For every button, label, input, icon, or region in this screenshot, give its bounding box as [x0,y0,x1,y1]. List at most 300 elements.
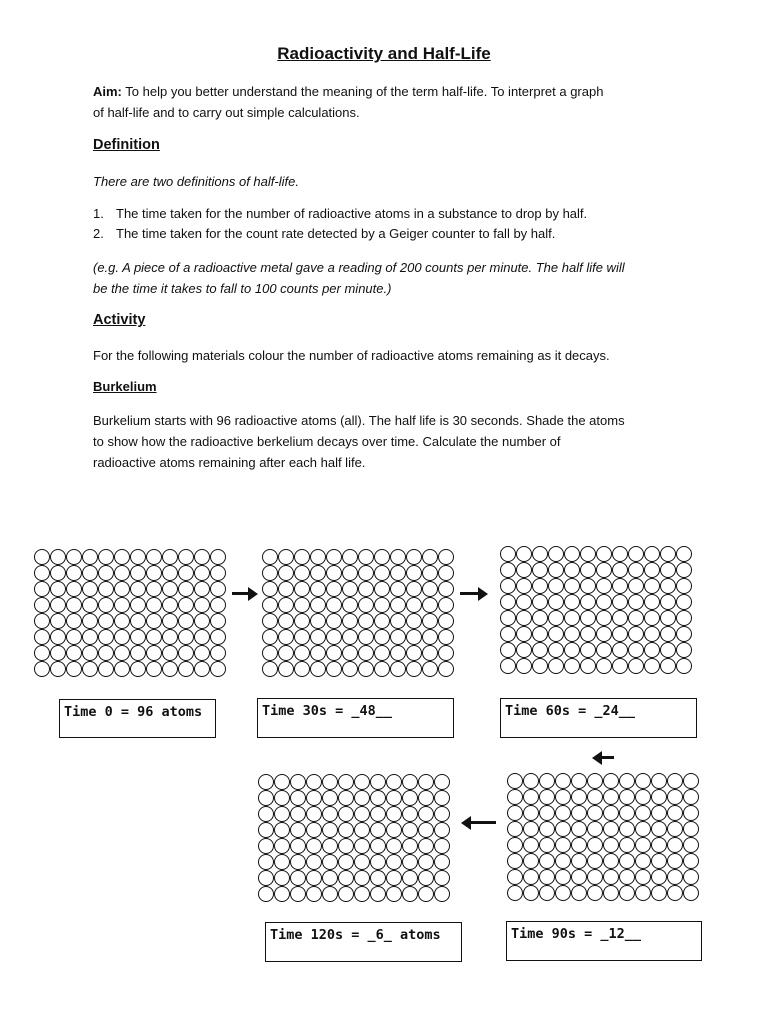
atom-circle[interactable] [178,645,194,661]
atom-circle[interactable] [50,629,66,645]
atom-circle[interactable] [306,790,322,806]
atom-circle[interactable] [580,626,596,642]
atom-circle[interactable] [422,613,438,629]
atom-circle[interactable] [644,562,660,578]
atom-circle[interactable] [290,790,306,806]
atom-circle[interactable] [274,886,290,902]
atom-circle[interactable] [434,886,450,902]
atom-grid[interactable] [500,546,692,674]
atom-circle[interactable] [660,562,676,578]
atom-circle[interactable] [294,597,310,613]
atom-circle[interactable] [564,610,580,626]
atom-circle[interactable] [571,789,587,805]
atom-circle[interactable] [555,869,571,885]
atom-circle[interactable] [178,549,194,565]
atom-circle[interactable] [290,806,306,822]
atom-circle[interactable] [628,578,644,594]
atom-circle[interactable] [66,613,82,629]
atom-circle[interactable] [82,661,98,677]
atom-circle[interactable] [587,773,603,789]
atom-circle[interactable] [539,805,555,821]
atom-circle[interactable] [422,645,438,661]
atom-circle[interactable] [596,594,612,610]
atom-circle[interactable] [422,661,438,677]
atom-circle[interactable] [114,645,130,661]
atom-circle[interactable] [603,789,619,805]
atom-circle[interactable] [539,869,555,885]
atom-circle[interactable] [370,806,386,822]
atom-circle[interactable] [50,581,66,597]
atom-circle[interactable] [278,549,294,565]
atom-circle[interactable] [516,546,532,562]
atom-circle[interactable] [338,870,354,886]
atom-circle[interactable] [34,549,50,565]
atom-circle[interactable] [290,822,306,838]
atom-circle[interactable] [342,565,358,581]
atom-circle[interactable] [596,546,612,562]
atom-circle[interactable] [342,549,358,565]
atom-circle[interactable] [603,853,619,869]
atom-circle[interactable] [274,838,290,854]
atom-circle[interactable] [50,549,66,565]
atom-circle[interactable] [422,549,438,565]
atom-circle[interactable] [98,581,114,597]
atom-circle[interactable] [310,629,326,645]
atom-circle[interactable] [306,822,322,838]
atom-circle[interactable] [555,805,571,821]
atom-circle[interactable] [162,645,178,661]
atom-circle[interactable] [587,837,603,853]
atom-circle[interactable] [274,790,290,806]
atom-circle[interactable] [194,661,210,677]
atom-circle[interactable] [571,837,587,853]
atom-circle[interactable] [619,885,635,901]
atom-circle[interactable] [322,774,338,790]
atom-circle[interactable] [390,629,406,645]
atom-circle[interactable] [374,629,390,645]
atom-circle[interactable] [390,549,406,565]
atom-circle[interactable] [290,838,306,854]
atom-circle[interactable] [564,562,580,578]
atom-circle[interactable] [418,854,434,870]
atom-circle[interactable] [322,822,338,838]
atom-circle[interactable] [418,838,434,854]
atom-circle[interactable] [310,549,326,565]
atom-circle[interactable] [338,886,354,902]
stage-label-box[interactable] [59,699,216,738]
atom-circle[interactable] [500,642,516,658]
atom-circle[interactable] [162,597,178,613]
stage-label-box[interactable] [506,921,702,961]
atom-circle[interactable] [274,806,290,822]
atom-circle[interactable] [34,661,50,677]
atom-circle[interactable] [306,774,322,790]
atom-circle[interactable] [683,789,699,805]
atom-circle[interactable] [667,821,683,837]
atom-circle[interactable] [278,597,294,613]
atom-circle[interactable] [162,549,178,565]
atom-circle[interactable] [644,546,660,562]
atom-circle[interactable] [406,597,422,613]
atom-circle[interactable] [418,806,434,822]
atom-circle[interactable] [587,821,603,837]
atom-circle[interactable] [564,578,580,594]
atom-circle[interactable] [146,613,162,629]
atom-circle[interactable] [596,562,612,578]
atom-circle[interactable] [390,661,406,677]
atom-circle[interactable] [370,886,386,902]
atom-circle[interactable] [374,645,390,661]
atom-circle[interactable] [628,610,644,626]
atom-circle[interactable] [548,594,564,610]
atom-circle[interactable] [278,565,294,581]
atom-circle[interactable] [434,774,450,790]
atom-circle[interactable] [322,838,338,854]
atom-circle[interactable] [596,626,612,642]
atom-circle[interactable] [683,773,699,789]
atom-circle[interactable] [310,613,326,629]
atom-circle[interactable] [354,774,370,790]
atom-circle[interactable] [402,806,418,822]
atom-circle[interactable] [660,578,676,594]
atom-circle[interactable] [564,594,580,610]
atom-circle[interactable] [667,885,683,901]
atom-circle[interactable] [194,565,210,581]
atom-circle[interactable] [310,565,326,581]
atom-circle[interactable] [612,642,628,658]
atom-circle[interactable] [386,886,402,902]
atom-circle[interactable] [571,773,587,789]
atom-circle[interactable] [130,629,146,645]
atom-circle[interactable] [587,869,603,885]
atom-circle[interactable] [406,565,422,581]
atom-circle[interactable] [587,885,603,901]
atom-circle[interactable] [82,581,98,597]
atom-circle[interactable] [262,581,278,597]
atom-circle[interactable] [210,597,226,613]
atom-circle[interactable] [676,546,692,562]
atom-circle[interactable] [635,789,651,805]
atom-circle[interactable] [34,597,50,613]
atom-circle[interactable] [406,581,422,597]
atom-circle[interactable] [438,661,454,677]
atom-circle[interactable] [342,661,358,677]
atom-circle[interactable] [306,806,322,822]
atom-circle[interactable] [628,594,644,610]
atom-circle[interactable] [516,626,532,642]
atom-circle[interactable] [290,854,306,870]
atom-circle[interactable] [34,645,50,661]
atom-circle[interactable] [548,610,564,626]
atom-circle[interactable] [571,805,587,821]
atom-circle[interactable] [66,597,82,613]
atom-circle[interactable] [635,837,651,853]
atom-circle[interactable] [587,805,603,821]
atom-circle[interactable] [386,854,402,870]
atom-circle[interactable] [516,594,532,610]
atom-circle[interactable] [571,853,587,869]
atom-circle[interactable] [667,869,683,885]
atom-circle[interactable] [114,629,130,645]
atom-circle[interactable] [523,853,539,869]
atom-circle[interactable] [194,581,210,597]
atom-circle[interactable] [342,613,358,629]
atom-circle[interactable] [612,562,628,578]
stage-label-box[interactable] [500,698,697,738]
atom-circle[interactable] [66,565,82,581]
atom-circle[interactable] [507,869,523,885]
atom-circle[interactable] [210,661,226,677]
atom-circle[interactable] [210,645,226,661]
atom-circle[interactable] [50,661,66,677]
atom-circle[interactable] [644,626,660,642]
atom-circle[interactable] [290,886,306,902]
atom-circle[interactable] [262,613,278,629]
atom-circle[interactable] [651,789,667,805]
atom-circle[interactable] [619,773,635,789]
atom-circle[interactable] [580,610,596,626]
atom-circle[interactable] [612,610,628,626]
atom-circle[interactable] [342,645,358,661]
atom-circle[interactable] [194,549,210,565]
atom-circle[interactable] [66,661,82,677]
atom-circle[interactable] [676,658,692,674]
atom-circle[interactable] [434,806,450,822]
atom-circle[interactable] [274,870,290,886]
atom-circle[interactable] [370,854,386,870]
atom-circle[interactable] [683,837,699,853]
atom-circle[interactable] [555,821,571,837]
atom-circle[interactable] [354,806,370,822]
atom-circle[interactable] [358,549,374,565]
atom-circle[interactable] [434,790,450,806]
atom-circle[interactable] [342,629,358,645]
atom-circle[interactable] [278,645,294,661]
atom-circle[interactable] [50,613,66,629]
atom-circle[interactable] [667,805,683,821]
atom-circle[interactable] [278,581,294,597]
atom-circle[interactable] [402,774,418,790]
atom-circle[interactable] [354,822,370,838]
atom-circle[interactable] [667,789,683,805]
atom-circle[interactable] [194,597,210,613]
atom-circle[interactable] [50,565,66,581]
atom-circle[interactable] [146,629,162,645]
atom-circle[interactable] [278,613,294,629]
atom-circle[interactable] [500,594,516,610]
atom-circle[interactable] [370,790,386,806]
atom-circle[interactable] [500,578,516,594]
atom-circle[interactable] [374,597,390,613]
atom-circle[interactable] [500,658,516,674]
atom-circle[interactable] [635,853,651,869]
atom-circle[interactable] [580,546,596,562]
atom-circle[interactable] [82,629,98,645]
atom-circle[interactable] [98,629,114,645]
atom-circle[interactable] [258,790,274,806]
atom-circle[interactable] [628,562,644,578]
atom-circle[interactable] [651,869,667,885]
atom-circle[interactable] [539,821,555,837]
atom-circle[interactable] [660,546,676,562]
atom-circle[interactable] [676,610,692,626]
atom-circle[interactable] [402,822,418,838]
atom-circle[interactable] [354,886,370,902]
atom-circle[interactable] [406,629,422,645]
atom-circle[interactable] [322,806,338,822]
atom-circle[interactable] [322,790,338,806]
atom-circle[interactable] [635,821,651,837]
atom-circle[interactable] [539,853,555,869]
atom-circle[interactable] [34,613,50,629]
atom-circle[interactable] [438,581,454,597]
atom-circle[interactable] [146,581,162,597]
atom-circle[interactable] [603,869,619,885]
atom-circle[interactable] [358,565,374,581]
atom-grid[interactable] [507,773,699,901]
atom-circle[interactable] [596,658,612,674]
atom-circle[interactable] [210,613,226,629]
atom-circle[interactable] [194,629,210,645]
atom-circle[interactable] [434,822,450,838]
atom-circle[interactable] [326,549,342,565]
atom-circle[interactable] [651,773,667,789]
atom-circle[interactable] [523,869,539,885]
atom-circle[interactable] [358,629,374,645]
atom-circle[interactable] [612,578,628,594]
atom-circle[interactable] [651,853,667,869]
atom-circle[interactable] [683,869,699,885]
atom-circle[interactable] [402,790,418,806]
atom-circle[interactable] [555,853,571,869]
atom-circle[interactable] [274,854,290,870]
atom-circle[interactable] [310,597,326,613]
atom-circle[interactable] [532,562,548,578]
atom-circle[interactable] [322,886,338,902]
atom-circle[interactable] [667,773,683,789]
atom-circle[interactable] [635,869,651,885]
atom-circle[interactable] [98,565,114,581]
atom-circle[interactable] [130,613,146,629]
atom-circle[interactable] [651,837,667,853]
atom-circle[interactable] [358,645,374,661]
atom-circle[interactable] [162,565,178,581]
atom-circle[interactable] [342,597,358,613]
atom-circle[interactable] [390,597,406,613]
atom-circle[interactable] [306,838,322,854]
atom-grid[interactable] [262,549,454,677]
atom-circle[interactable] [596,642,612,658]
atom-circle[interactable] [651,821,667,837]
atom-circle[interactable] [258,870,274,886]
atom-circle[interactable] [162,613,178,629]
atom-circle[interactable] [194,645,210,661]
atom-circle[interactable] [667,837,683,853]
atom-circle[interactable] [146,597,162,613]
atom-circle[interactable] [587,789,603,805]
stage-label-box[interactable] [257,698,454,738]
atom-circle[interactable] [683,805,699,821]
atom-circle[interactable] [644,594,660,610]
atom-circle[interactable] [596,578,612,594]
atom-circle[interactable] [386,806,402,822]
atom-circle[interactable] [294,613,310,629]
atom-circle[interactable] [66,629,82,645]
atom-circle[interactable] [326,629,342,645]
atom-circle[interactable] [507,789,523,805]
atom-circle[interactable] [358,597,374,613]
atom-circle[interactable] [146,549,162,565]
atom-circle[interactable] [406,549,422,565]
atom-circle[interactable] [370,774,386,790]
atom-circle[interactable] [507,805,523,821]
atom-circle[interactable] [310,581,326,597]
atom-circle[interactable] [619,853,635,869]
atom-circle[interactable] [406,645,422,661]
atom-circle[interactable] [262,549,278,565]
atom-circle[interactable] [374,661,390,677]
atom-circle[interactable] [178,581,194,597]
atom-circle[interactable] [374,549,390,565]
atom-circle[interactable] [548,642,564,658]
atom-circle[interactable] [386,838,402,854]
atom-circle[interactable] [683,853,699,869]
atom-circle[interactable] [516,562,532,578]
atom-circle[interactable] [98,661,114,677]
atom-circle[interactable] [500,610,516,626]
atom-circle[interactable] [438,549,454,565]
atom-circle[interactable] [262,645,278,661]
atom-circle[interactable] [114,661,130,677]
atom-grid[interactable] [258,774,450,902]
atom-circle[interactable] [628,546,644,562]
atom-circle[interactable] [386,870,402,886]
atom-circle[interactable] [262,565,278,581]
atom-circle[interactable] [516,642,532,658]
atom-circle[interactable] [612,626,628,642]
atom-circle[interactable] [539,789,555,805]
atom-circle[interactable] [146,661,162,677]
atom-circle[interactable] [422,629,438,645]
atom-circle[interactable] [370,838,386,854]
atom-circle[interactable] [619,869,635,885]
atom-circle[interactable] [338,822,354,838]
atom-circle[interactable] [532,626,548,642]
atom-circle[interactable] [114,565,130,581]
atom-circle[interactable] [500,626,516,642]
atom-circle[interactable] [210,565,226,581]
atom-circle[interactable] [178,613,194,629]
atom-circle[interactable] [539,885,555,901]
atom-circle[interactable] [326,581,342,597]
atom-circle[interactable] [683,821,699,837]
atom-circle[interactable] [660,610,676,626]
atom-circle[interactable] [651,805,667,821]
atom-circle[interactable] [82,565,98,581]
atom-circle[interactable] [82,597,98,613]
atom-circle[interactable] [326,661,342,677]
atom-circle[interactable] [262,661,278,677]
atom-circle[interactable] [580,642,596,658]
atom-circle[interactable] [358,581,374,597]
atom-circle[interactable] [50,597,66,613]
atom-circle[interactable] [507,773,523,789]
atom-circle[interactable] [98,613,114,629]
atom-circle[interactable] [564,642,580,658]
atom-circle[interactable] [635,885,651,901]
atom-circle[interactable] [516,578,532,594]
atom-circle[interactable] [612,658,628,674]
